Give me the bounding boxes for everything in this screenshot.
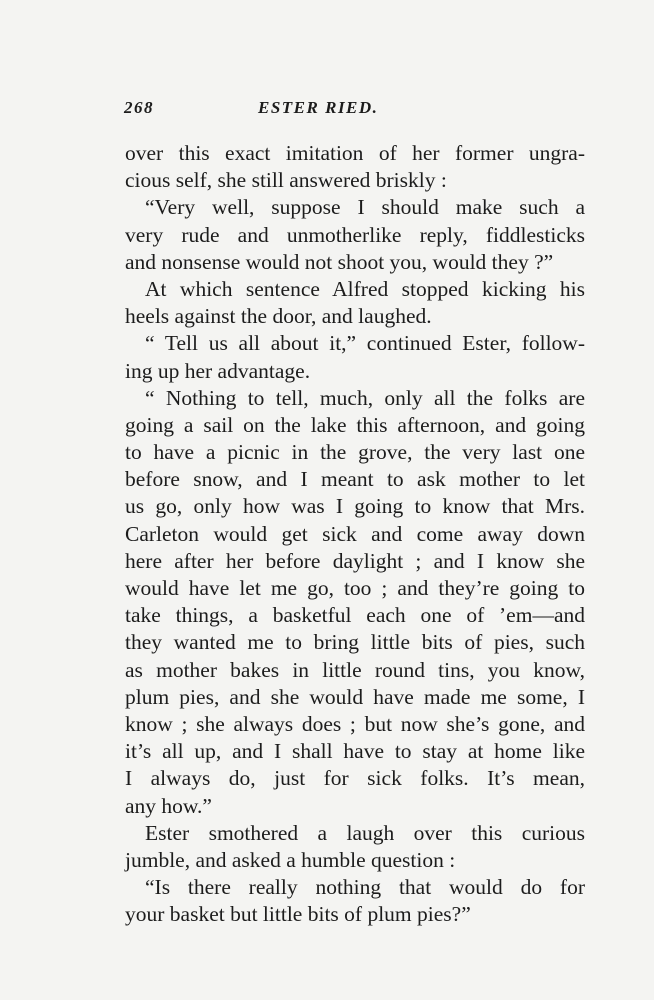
- text-line: they wanted me to bring little bits of pies, such: [125, 630, 585, 655]
- text-line: jumble, and asked a humble question :: [125, 847, 456, 872]
- text-line: Carleton would get sick and come away down: [125, 521, 585, 546]
- text-line: over this exact imitation of her former ungra-: [125, 141, 585, 165]
- text-line: would have let me go, too ; and they’re going to: [125, 576, 585, 600]
- text-line: I always do, just for sick folks. It’s mean,: [125, 766, 585, 791]
- text-line: cious self, she still answered briskly :: [125, 168, 447, 193]
- text-line: here after her before daylight ; and I know she: [125, 548, 585, 573]
- text-line: any how.”: [125, 793, 212, 818]
- text-line: At which sentence Alfred stopped kicking his: [145, 276, 585, 301]
- text-line: ing up her advantage.: [125, 358, 311, 383]
- text-line: “Is there really nothing that would do for: [145, 875, 585, 900]
- page-number: 268: [124, 98, 154, 117]
- text-line: heels against the door, and laughed.: [125, 304, 432, 329]
- text-line: “ Nothing to tell, much, only all the folks are: [145, 385, 585, 410]
- text-line: going a sail on the lake this afternoon, and going: [125, 412, 585, 437]
- text-line: “Very well, suppose I should make such a: [145, 195, 585, 220]
- text-line: and nonsense would not shoot you, would they ?”: [125, 249, 554, 274]
- text-line: it’s all up, and I shall have to stay at home like: [125, 739, 585, 764]
- text-line: very rude and unmotherlike reply, fiddlesticks: [125, 222, 585, 247]
- running-title: ESTER RIED.: [258, 98, 379, 117]
- text-line: before snow, and I meant to ask mother to let: [125, 467, 585, 492]
- text-line: Ester smothered a laugh over this curious: [145, 820, 585, 845]
- text-line: plum pies, and she would have made me some, I: [125, 684, 585, 709]
- text-line: your basket but little bits of plum pies?”: [125, 902, 471, 927]
- text-line: us go, only how was I going to know that Mrs.: [125, 494, 585, 519]
- text-line: as mother bakes in little round tins, you know,: [125, 657, 585, 682]
- text-line: know ; she always does ; but now she’s gone, and: [125, 711, 585, 736]
- text-line: “ Tell us all about it,” continued Ester, follow-: [145, 331, 585, 356]
- text-line: to have a picnic in the grove, the very last one: [125, 440, 585, 465]
- body-text: [125, 140, 585, 928]
- text-line: take things, a basketful each one of ’em—and: [125, 603, 585, 628]
